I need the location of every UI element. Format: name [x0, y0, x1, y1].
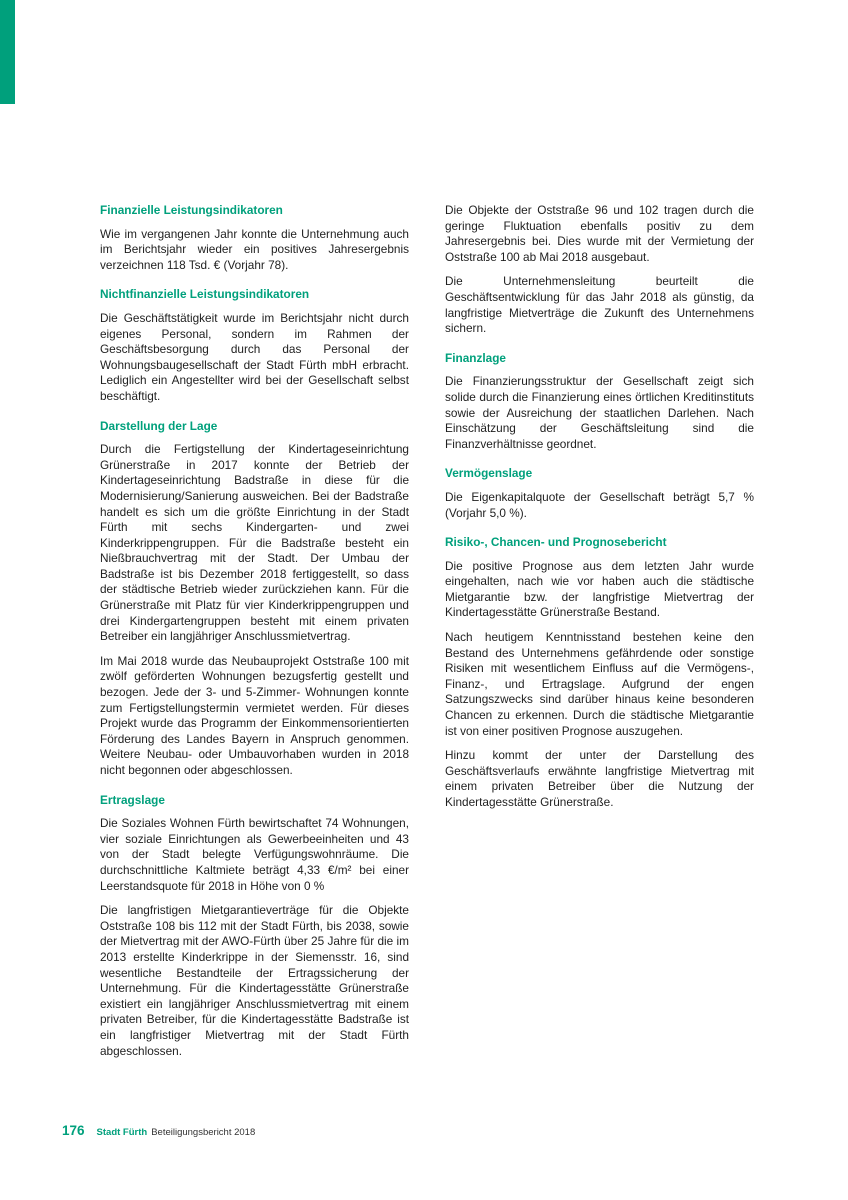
section-heading-darstellung-der-lage: Darstellung der Lage [100, 418, 218, 433]
section-heading-ertragslage: Ertragslage [100, 792, 165, 807]
paragraph: Durch die Fertigstellung der Kindertageseinrichtung Grünerstraße in 2017 konnte der Betrieb der Kindertageseinrichtung Badstraße in diese für die Modernisierung/Sanierung ausweichen. Bei der Badstraße handelt es sich um die größte Einrichtung in der Stadt Fürth mit sechs Kindergarten- und zwei Kinderkrippengruppen. Für die Badstraße besteht ein Nießbrauchvertrag mit der Stadt. Der Umbau der Badstraße ist bis Dezember 2018 fertiggestellt, so dass der städtische Betrieb wieder zurückziehen kann. Für die Grünerstraße mit Platz für vier Kinderkrippengruppen und drei Kindergartengruppen besteht mit einem privaten Betreiber ein langjähriger Anschlussmietvertrag. [100, 442, 409, 644]
paragraph: Im Mai 2018 wurde das Neubauprojekt Oststraße 100 mit zwölf geförderten Wohnungen bezugsfertig gestellt und bezogen. Jede der 3- und 5-Zimmer- Wohnungen konnte zum Fertigstellungstermin vermietet werden. Für dieses Projekt wurde das Programm der Einkommensorientierten Förderung des Landes Bayern in Anspruch genommen. Weitere Neubau- oder Umbauvorhaben wurden in 2018 nicht begonnen oder abgeschlossen. [100, 653, 409, 777]
section-heading-nichtfinanzielle-leistungsindikatoren: Nichtfinanzielle Leistungsindikatoren [100, 287, 310, 302]
paragraph: Hinzu kommt der unter der Darstellung des Geschäftsverlaufs erwähnte langfristige Mietvertrag mit einem privaten Betreiber über die Nutzung der Kindertagesstätte Grünerstraße. [445, 748, 754, 809]
paragraph: Die positive Prognose aus dem letzten Jahr wurde eingehalten, nach wie vor haben auch die städtische Mietgarantie bzw. der langfristige Mietvertrag der Kindertagesstätte Grünerstraße Bestand. [445, 558, 754, 620]
page-footer [62, 1123, 255, 1138]
section-heading-vermoegenslage: Vermögenslage [445, 466, 533, 481]
section-heading-finanzielle-leistungsindikatoren: Finanzielle Leistungsindikatoren [100, 203, 283, 217]
paragraph: Nach heutigem Kenntnisstand bestehen keine den Bestand des Unternehmens gefährdende oder sonstige Risiken mit wesentlichem Einfluss auf die Vermögens-, Finanz-, und Ertragslage. Aufgrund der engen Satzungszwecks sind darüber hinaus keine besonderen Chancen zu erkennen. Durch die städtische Mietgarantie ist von einer positiven Prognose auszugehen. [445, 630, 754, 738]
paragraph: Die Eigenkapitalquote der Gesellschaft beträgt 5,7 % (Vorjahr 5,0 %). [445, 489, 754, 520]
paragraph: Wie im vergangenen Jahr konnte die Unternehmung auch im Berichtsjahr wieder ein positives Jahresergebnis verzeichnen 118 Tsd. € (Vorjahr 78). [100, 226, 409, 272]
column-left [100, 203, 409, 1068]
section-heading-risiko-chancen-prognosebericht: Risiko-, Chancen- und Prognosebericht [445, 535, 667, 550]
paragraph: Die Objekte der Oststraße 96 und 102 tragen durch die geringe Fluktuation ebenfalls positiv zu dem Jahresergebnis bei. Dies wurde mit der Vermietung der Oststraße 100 ab Mai 2018 ausgebaut. [445, 203, 754, 264]
paragraph: Die Unternehmensleitung beurteilt die Geschäftsentwicklung für das Jahr 2018 als günstig, da langfristige Mietverträge die Zukunft des Unternehmens sichern. [445, 274, 754, 336]
section-heading-finanzlage: Finanzlage [445, 350, 506, 365]
paragraph: Die Finanzierungsstruktur der Gesellschaft zeigt sich solide durch die Finanzierung eines örtlichen Kreditinstituts sowie der Ausreichung der staatlichen Darlehen. Nach Einschätzung der Geschäftsleitung sind die Finanzverhältnisse geordnet. [445, 374, 754, 451]
paragraph: Die Geschäftstätigkeit wurde im Berichtsjahr nicht durch eigenes Personal, sondern im Rahmen der Geschäftsbesorgung durch das Personal der Wohnungsbaugesellschaft der Stadt Fürth mbH erbracht. Lediglich ein Angestellter wird bei der Gesellschaft selbst beschäftigt. [100, 310, 409, 403]
column-right [445, 203, 754, 820]
footer-title: Beteiligungsbericht 2018 [151, 1127, 256, 1138]
accent-corner-bar [0, 0, 15, 104]
page-number: 176 [62, 1123, 85, 1138]
paragraph: Die langfristigen Mietgarantieverträge für die Objekte Oststraße 108 bis 112 mit der Stadt Fürth, bis 2038, sowie der Mietvertrag mit der AWO-Fürth über 25 Jahre für die im 2013 erstellte Kinderkrippe in der Siemensstr. 16, sind wesentliche Bestandteile der Ertragssicherung der Unternehmung. Für die Kindertagesstätte Grünerstraße existiert ein langjähriger Anschlussmietvertrag mit einem privaten Betreiber, für die Kindertagesstätte Badstraße ist ein langfristiger Mietvertrag mit der Stadt Fürth abgeschlossen. [100, 903, 409, 1058]
footer-brand: Stadt Fürth [96, 1127, 148, 1138]
paragraph: Die Soziales Wohnen Fürth bewirtschaftet 74 Wohnungen, vier soziale Einrichtungen als Gewerbeeinheiten und 43 von der Stadt belegte Verfügungswohnräume. Die durchschnittliche Kaltmiete beträgt 4,33 €/m² bei einer Leerstandsquote für 2018 in Höhe von 0 % [100, 816, 409, 893]
